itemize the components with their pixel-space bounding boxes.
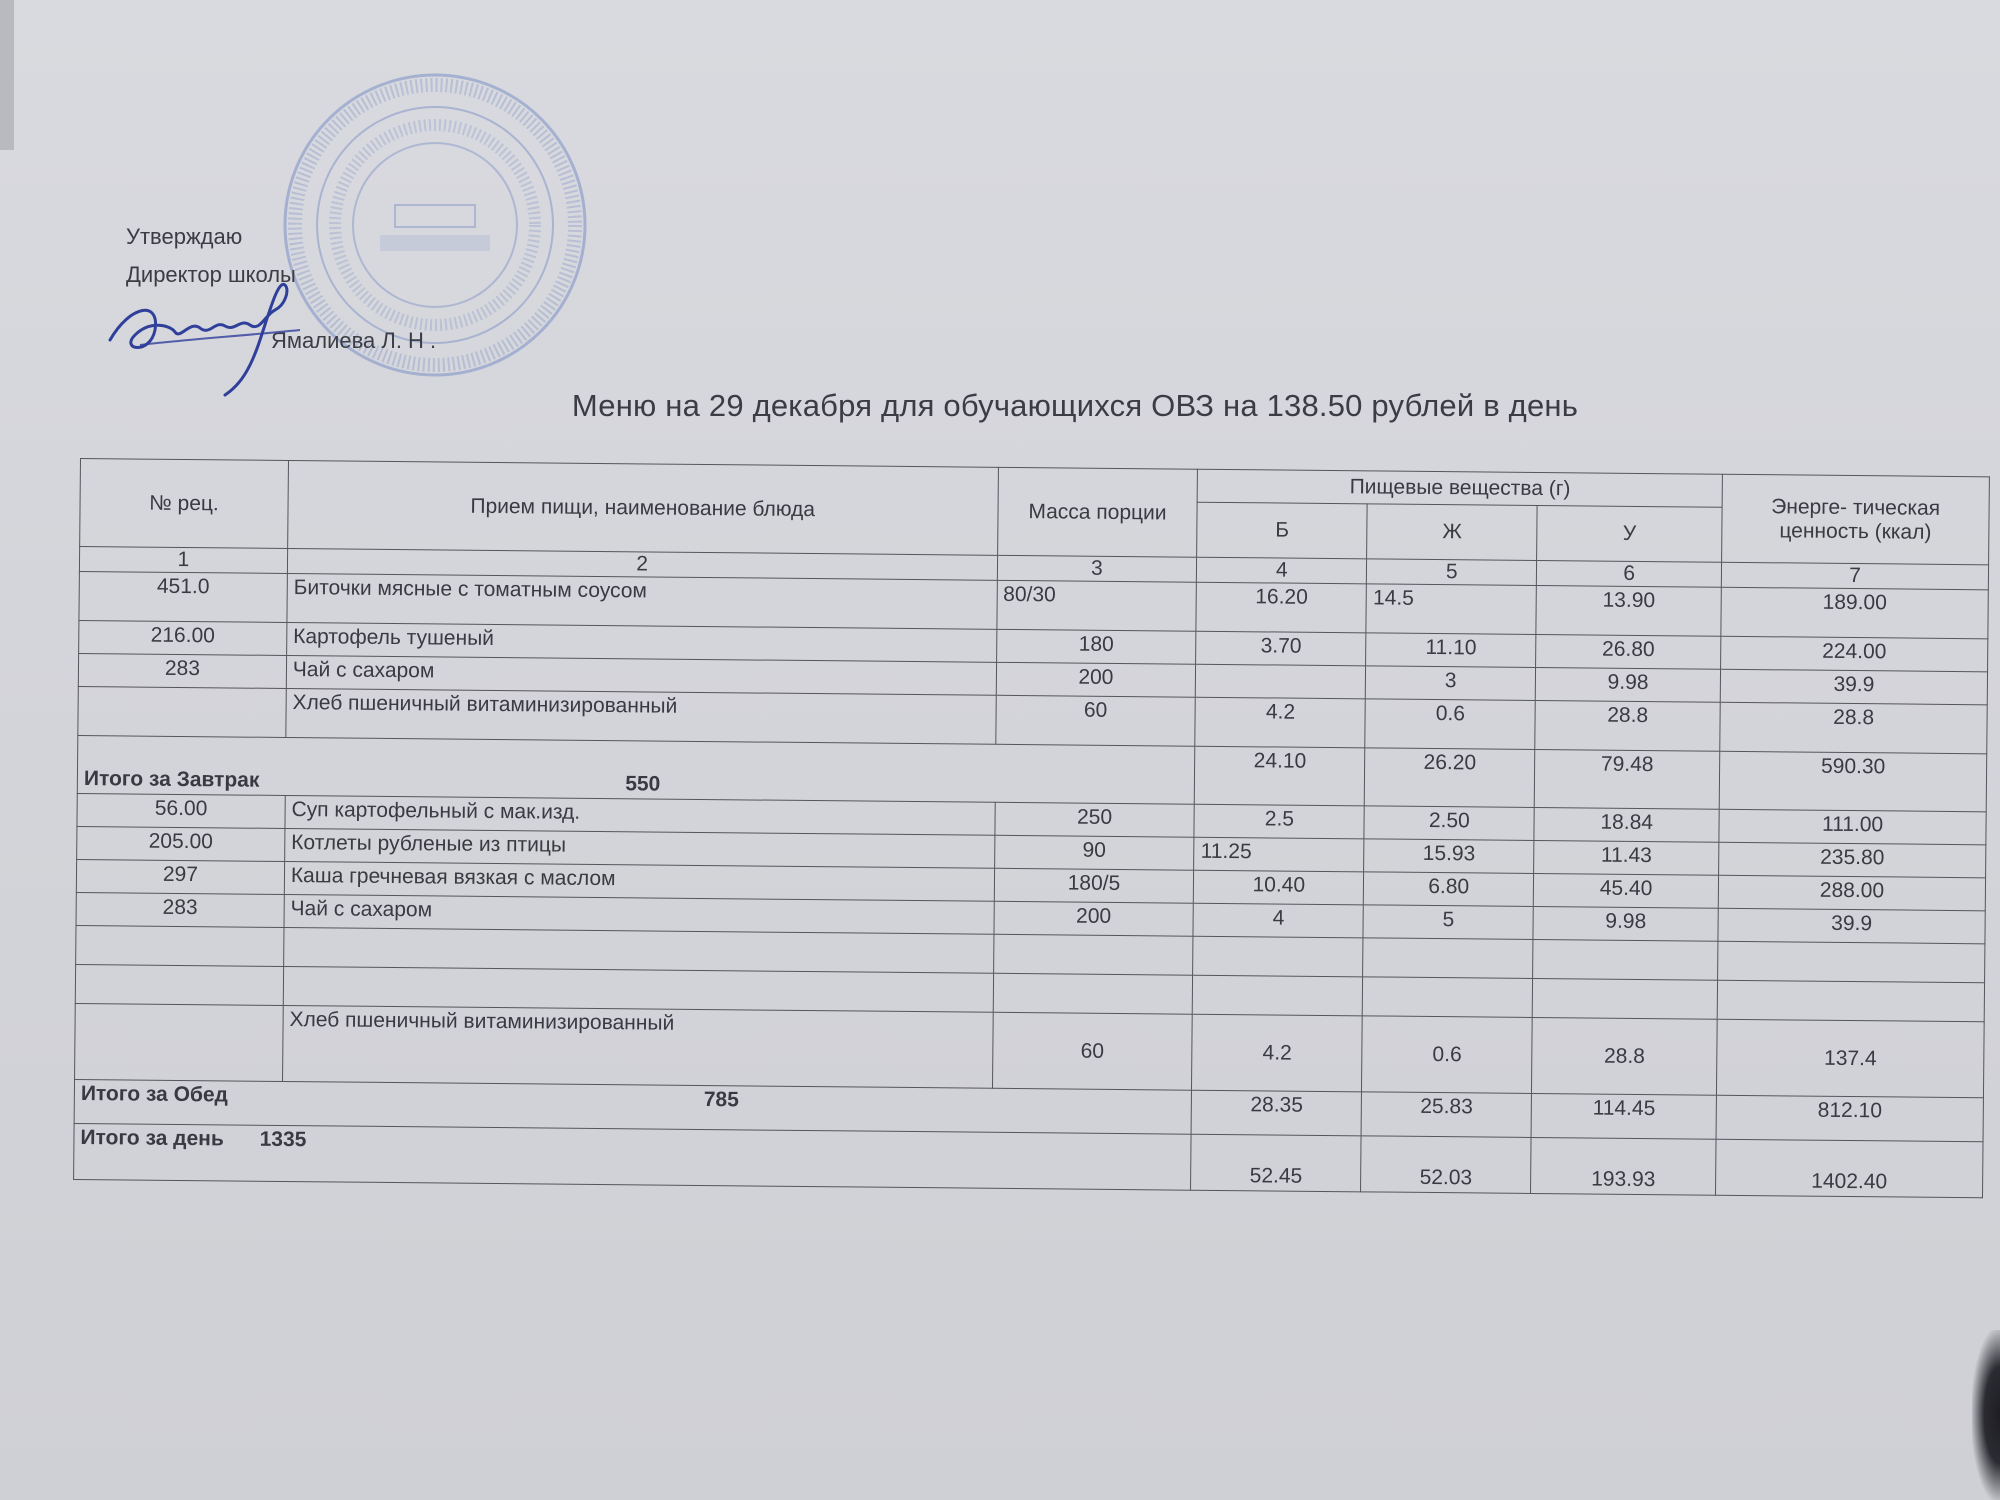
column-number: 7: [1721, 562, 1988, 590]
day-total-mass: 1335: [259, 1127, 307, 1152]
cell-b: [1193, 936, 1363, 977]
cell-rec: 283: [78, 653, 286, 688]
cell-b: [1196, 664, 1366, 699]
column-number: 6: [1537, 560, 1722, 587]
cell-zh: 14.5: [1366, 584, 1536, 635]
cell-energy: 189.00: [1721, 587, 1988, 639]
cell-energy: 39.9: [1720, 669, 1987, 705]
day-total-label-cell: [74, 1123, 1192, 1190]
cell-rec: 205.00: [77, 826, 285, 861]
cell-rec: [78, 686, 286, 737]
cell-mass: [993, 934, 1193, 975]
cell-mass: 250: [994, 802, 1194, 837]
header-zh: Ж: [1367, 504, 1537, 561]
cell-zh: [1363, 938, 1533, 979]
cell-mass: 60: [995, 695, 1195, 746]
cell-zh: 0.6: [1365, 699, 1535, 750]
cell-energy: 288.00: [1718, 875, 1985, 911]
cell-zh: 6.80: [1364, 872, 1534, 907]
cell-b: 16.20: [1196, 582, 1366, 633]
cell-energy: 137.4: [1717, 1019, 1985, 1098]
cell-mass: [993, 973, 1193, 1014]
menu-table: [73, 458, 1990, 1198]
cell-b: 11.25: [1194, 837, 1364, 872]
cell-rec: [75, 1003, 284, 1081]
cell-dish: [284, 927, 994, 973]
cell-energy: [1717, 980, 1984, 1022]
cell-u: 13.90: [1536, 585, 1721, 636]
cell-energy: 39.9: [1718, 908, 1985, 944]
cell-zh: 11.10: [1366, 633, 1536, 668]
page-title: Меню на 29 декабря для обучающихся ОВЗ на 138.50 рублей в день: [571, 388, 1579, 423]
cell-zh: 15.93: [1364, 839, 1534, 874]
cell-mass: 90: [994, 835, 1194, 870]
breakfast-total-mass: 550: [625, 772, 661, 796]
breakfast-total-b: 24.10: [1195, 746, 1365, 806]
column-number: 3: [997, 555, 1197, 582]
breakfast-total-energy: 590.30: [1719, 751, 1986, 812]
approval-line-approve: Утверждаю: [126, 224, 243, 249]
lunch-total-u: 114.45: [1531, 1093, 1716, 1139]
day-total-zh: 52.03: [1361, 1136, 1531, 1194]
cell-zh: 5: [1363, 905, 1533, 940]
day-total-b: 52.45: [1191, 1134, 1361, 1192]
header-energy: Энерге- тическая ценность (ккал): [1722, 474, 1990, 565]
cell-dish: Чай с сахаром: [284, 894, 994, 934]
desk-shadow: [1972, 1330, 2000, 1500]
cell-zh: 3: [1366, 666, 1536, 701]
cell-dish: Суп картофельный с мак.изд.: [285, 795, 995, 835]
header-mass: Масса порции: [997, 467, 1198, 557]
column-number: 2: [287, 548, 997, 580]
cell-u: 28.8: [1532, 1017, 1718, 1095]
cell-u: 18.84: [1534, 807, 1719, 842]
breakfast-total-zh: 26.20: [1365, 748, 1535, 808]
breakfast-total-u: 79.48: [1534, 749, 1719, 809]
cell-u: 45.40: [1533, 873, 1718, 908]
cell-u: [1532, 978, 1717, 1019]
cell-zh: [1363, 977, 1533, 1018]
lunch-total-mass: 785: [703, 1088, 739, 1112]
cell-dish: Картофель тушеный: [287, 622, 997, 662]
cell-b: 3.70: [1196, 631, 1366, 666]
cell-u: 9.98: [1533, 906, 1718, 941]
cell-dish: Каша гречневая вязкая с маслом: [284, 861, 994, 901]
menu-table-wrapper: [73, 458, 1990, 1198]
header-nutrients: Пищевые вещества (г): [1198, 469, 1723, 507]
cell-energy: 235.80: [1719, 842, 1986, 878]
cell-mass: 200: [993, 901, 1193, 936]
cell-mass: 180: [996, 629, 1196, 664]
cell-rec: 297: [76, 859, 284, 894]
cell-mass: 80/30: [996, 580, 1196, 631]
cell-energy: 111.00: [1719, 809, 1986, 845]
cell-zh: 0.6: [1362, 1016, 1533, 1094]
cell-b: 4.2: [1195, 697, 1365, 748]
cell-u: 9.98: [1535, 667, 1720, 702]
breakfast-total-label-cell: [77, 735, 1195, 804]
cell-rec: [75, 964, 283, 1005]
breakfast-total-label: Итого за Завтрак: [83, 767, 260, 792]
cell-rec: 216.00: [79, 620, 287, 655]
header-dish: Прием пищи, наименование блюда: [288, 461, 998, 556]
approval-line-name: Ямалиева Л. Н .: [271, 328, 437, 353]
cell-rec: 56.00: [77, 793, 285, 828]
lunch-total-b: 28.35: [1191, 1090, 1361, 1136]
cell-dish: Чай с сахаром: [286, 655, 996, 695]
cell-mass: 60: [992, 1012, 1193, 1090]
lunch-total-label: Итого за Обед: [80, 1082, 229, 1107]
column-number: 1: [79, 547, 287, 574]
cell-mass: 200: [996, 662, 1196, 697]
cell-rec: 283: [76, 892, 284, 927]
page-edge: [0, 0, 14, 150]
cell-mass: 180/5: [994, 868, 1194, 903]
handwritten-signature: [100, 270, 310, 400]
cell-dish: [283, 966, 993, 1012]
lunch-total-zh: 25.83: [1361, 1092, 1531, 1138]
header-u: У: [1537, 505, 1722, 562]
cell-b: 2.5: [1194, 804, 1364, 839]
cell-zh: 2.50: [1364, 806, 1534, 841]
cell-dish: Хлеб пшеничный витаминизированный: [286, 688, 996, 744]
lunch-total-energy: 812.10: [1716, 1095, 1983, 1142]
column-number: 5: [1367, 559, 1537, 586]
cell-b: 10.40: [1194, 870, 1364, 905]
header-b: Б: [1197, 502, 1367, 559]
cell-u: 28.8: [1535, 700, 1720, 751]
cell-b: 4: [1193, 903, 1363, 938]
cell-energy: 224.00: [1721, 636, 1988, 672]
cell-u: 11.43: [1534, 840, 1719, 875]
cell-b: 4.2: [1192, 1014, 1363, 1092]
day-total-energy: 1402.40: [1716, 1139, 1983, 1198]
cell-u: [1533, 939, 1718, 980]
cell-dish: Хлеб пшеничный витаминизированный: [282, 1005, 992, 1088]
cell-b: [1193, 975, 1363, 1016]
cell-dish: Биточки мясные с томатным соусом: [287, 573, 997, 629]
cell-u: 26.80: [1536, 634, 1721, 669]
cell-rec: [76, 925, 284, 966]
column-number: 4: [1197, 557, 1367, 584]
cell-dish: Котлеты рубленые из птицы: [285, 828, 995, 868]
day-total-label: Итого за день: [80, 1126, 224, 1151]
day-total-u: 193.93: [1531, 1137, 1716, 1195]
cell-energy: 28.8: [1720, 702, 1987, 754]
header-rec-no: № рец.: [80, 459, 289, 549]
approval-line-director: Директор школы: [126, 262, 296, 287]
cell-energy: [1718, 941, 1985, 983]
cell-rec: 451.0: [79, 571, 287, 622]
